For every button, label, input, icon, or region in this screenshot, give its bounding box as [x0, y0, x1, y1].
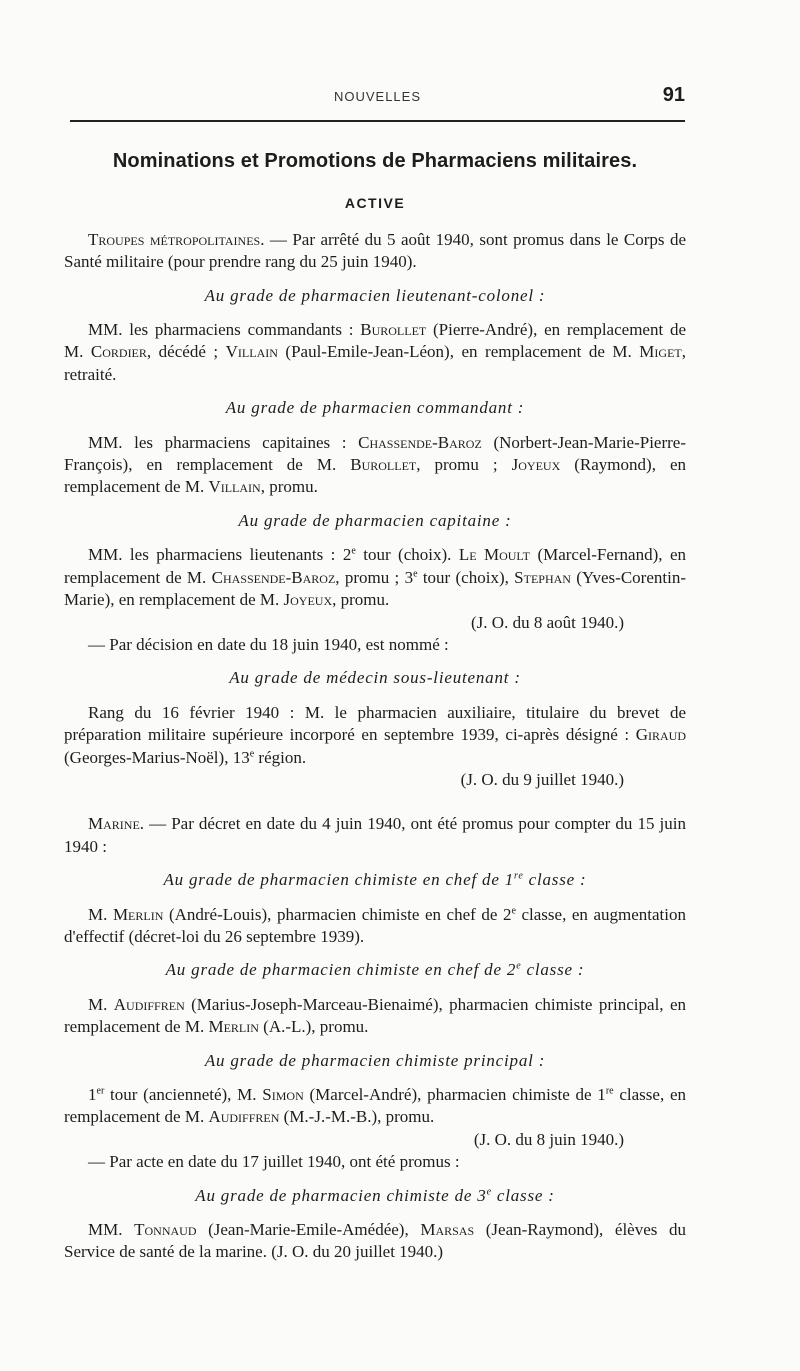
article-body	[64, 150, 686, 1264]
paragraph-commandant	[64, 432, 686, 499]
grade-heading-lieutenant-colonel: Au grade de pharmacien lieutenant-colonel :	[204, 285, 546, 305]
text-run: (Yves-Corentin-Marie), en remplacement de M.	[64, 567, 686, 610]
text-run: (M.-J.-M.-B.), promu.	[279, 1107, 435, 1127]
troupes-label: Troupes métropolitaines.	[88, 229, 265, 249]
person-name: Chassende-Baroz	[358, 432, 482, 452]
text-run: classe :	[491, 1185, 555, 1205]
text-run: Rang du 16 février 1940 : M. le pharmacien auxiliaire, titulaire du brevet de préparation militaire supérieure incorporé en septembre 1939, ci-après désigné :	[64, 702, 686, 745]
person-name: Joyeux	[283, 590, 333, 610]
text-run: (Marcel-André), pharmacien chimiste de 1	[303, 1085, 606, 1104]
paragraph-chimiste-3e	[64, 1219, 686, 1264]
superscript: e	[351, 545, 356, 557]
running-head	[70, 84, 685, 112]
superscript: e	[511, 904, 516, 916]
person-name: Giraud	[635, 725, 686, 745]
person-name: Stephan	[514, 567, 571, 587]
superscript: re	[514, 870, 524, 882]
grade-heading-medecin-sous-lieutenant: Au grade de médecin sous-lieutenant :	[229, 668, 521, 688]
paragraph-chimiste-chef-2e	[64, 994, 686, 1039]
text-run: tour (choix),	[417, 567, 515, 587]
superscript: e	[249, 747, 255, 759]
text-run: (Norbert-Jean-Marie-Pierre-François), en remplacement de M.	[64, 432, 687, 475]
text-run: M.	[88, 904, 113, 924]
text-run: Au grade de pharmacien chimiste en chef de 1	[163, 870, 515, 890]
journal-officiel-reference: (J. O. du 8 juin 1940.)	[473, 1129, 624, 1149]
text-run: Au grade de pharmacien chimiste en chef de 2	[165, 960, 517, 980]
text-run: , promu ;	[416, 455, 512, 475]
text-run: (A.-L.), promu.	[258, 1017, 369, 1037]
troupes-intro: — Par arrêté du 5 août 1940, sont promus dans le Corps de Santé militaire (pour prendre rang du 25 juin 1940).	[64, 229, 687, 272]
journal-officiel-reference: (J. O. du 8 août 1940.)	[471, 612, 624, 632]
text-run: (Marius-Joseph-Marceau-Bienaimé), pharmacien chimiste principal, en remplacement de M.	[64, 994, 686, 1037]
grade-heading-commandant: Au grade de pharmacien commandant :	[225, 398, 525, 418]
marine-intro: — Par décret en date du 4 juin 1940, ont été promus pour compter du 15 juin 1940 :	[64, 814, 686, 856]
paragraph-medecin-sous-lieutenant	[64, 702, 686, 769]
text-run: classe, en augmentation d'effectif (décret-loi du 26 septembre 1939).	[64, 904, 687, 946]
text-run: , promu.	[260, 477, 318, 497]
text-run: tour (choix).	[355, 545, 459, 565]
grade-heading-chimiste-principal: Au grade de pharmacien chimiste principal :	[204, 1050, 546, 1070]
acte-paragraph: — Par acte en date du 17 juillet 1940, ont été promus :	[88, 1152, 460, 1172]
header-rule	[70, 120, 685, 122]
grade-heading-chimiste-3e	[64, 1185, 686, 1207]
text-run: Au grade de pharmacien chimiste de 3	[195, 1185, 487, 1205]
text-run: (Marcel-Fernand), en remplacement de M.	[64, 545, 686, 587]
person-name: Burollet	[360, 320, 427, 340]
person-name: Simon	[262, 1085, 304, 1104]
grade-heading-chimiste-chef-1re	[64, 869, 686, 891]
person-name: Merlin	[112, 904, 164, 924]
marine-label: Marine.	[88, 814, 145, 834]
text-run: (Jean-Raymond), élèves du Service de santé de la marine.	[64, 1220, 687, 1262]
superscript: er	[96, 1085, 105, 1097]
text-run: (Paul-Emile-Jean-Léon), en remplacement de M.	[277, 342, 640, 362]
article-title: Nominations et Promotions de Pharmaciens militaires.	[112, 150, 638, 172]
person-name: Tonnaud	[134, 1220, 197, 1240]
text-run: 1	[88, 1085, 97, 1104]
text-run: (Pierre-André), en remplacement de M.	[64, 320, 686, 362]
person-name: Merlin	[208, 1017, 259, 1037]
text-run: MM. les pharmaciens commandants :	[88, 320, 361, 340]
text-run: (Jean-Marie-Emile-Amédée),	[196, 1220, 421, 1240]
paragraph-capitaine	[64, 544, 686, 611]
decision-paragraph: — Par décision en date du 18 juin 1940, est nommé :	[88, 634, 449, 654]
superscript: e	[486, 1185, 492, 1197]
paragraph-lieutenant-colonel	[64, 319, 686, 386]
person-name: Villain	[208, 477, 261, 497]
text-run: classe :	[523, 870, 587, 890]
journal-officiel-reference: (J. O. du 20 juillet 1940.)	[271, 1242, 444, 1262]
text-run: (Georges-Marius-Noël), 13	[64, 747, 250, 767]
troupes-paragraph	[64, 229, 686, 274]
grade-heading-capitaine: Au grade de pharmacien capitaine :	[238, 510, 512, 530]
person-name: Audiffren	[208, 1107, 280, 1127]
person-name: Miget	[639, 342, 682, 362]
person-name: Marsas	[420, 1220, 475, 1240]
paragraph-chimiste-chef-1re	[64, 904, 686, 949]
superscript: re	[605, 1085, 614, 1097]
marine-paragraph	[64, 813, 686, 858]
grade-heading-chimiste-chef-2e	[64, 959, 686, 981]
text-run: classe :	[521, 960, 585, 980]
text-run: , promu ; 3	[335, 567, 414, 587]
person-name: Joyeux	[511, 455, 561, 475]
page-number: 91	[662, 84, 685, 106]
text-run: , décédé ;	[146, 342, 226, 362]
person-name: Cordier	[90, 342, 147, 362]
person-name: Burollet	[350, 455, 417, 475]
text-run: MM. les pharmaciens capitaines :	[88, 432, 359, 452]
superscript: e	[413, 568, 418, 580]
text-run: M.	[88, 994, 114, 1014]
running-head-title: NOUVELLES	[333, 89, 422, 104]
text-run: (Raymond), en remplacement de M.	[64, 455, 686, 497]
text-run: , retraité.	[64, 342, 686, 384]
text-run: MM. les pharmaciens lieutenants : 2	[88, 545, 352, 565]
person-name: Audiffren	[113, 994, 185, 1014]
text-run: MM.	[88, 1220, 135, 1240]
superscript: e	[516, 960, 522, 972]
text-run: tour (ancienneté), M.	[104, 1085, 263, 1104]
text-run: classe, en remplacement de M.	[64, 1085, 686, 1127]
journal-officiel-reference: (J. O. du 9 juillet 1940.)	[460, 769, 624, 789]
person-name: Chassende-Baroz	[211, 567, 336, 587]
text-run: (André-Louis), pharmacien chimiste en chef de 2	[163, 904, 512, 924]
section-heading-active: ACTIVE	[344, 195, 406, 212]
text-run: région.	[254, 747, 307, 767]
person-name: Le Moult	[458, 545, 530, 565]
person-name: Villain	[225, 342, 278, 362]
text-run: , promu.	[332, 590, 390, 610]
paragraph-chimiste-principal	[64, 1084, 686, 1129]
